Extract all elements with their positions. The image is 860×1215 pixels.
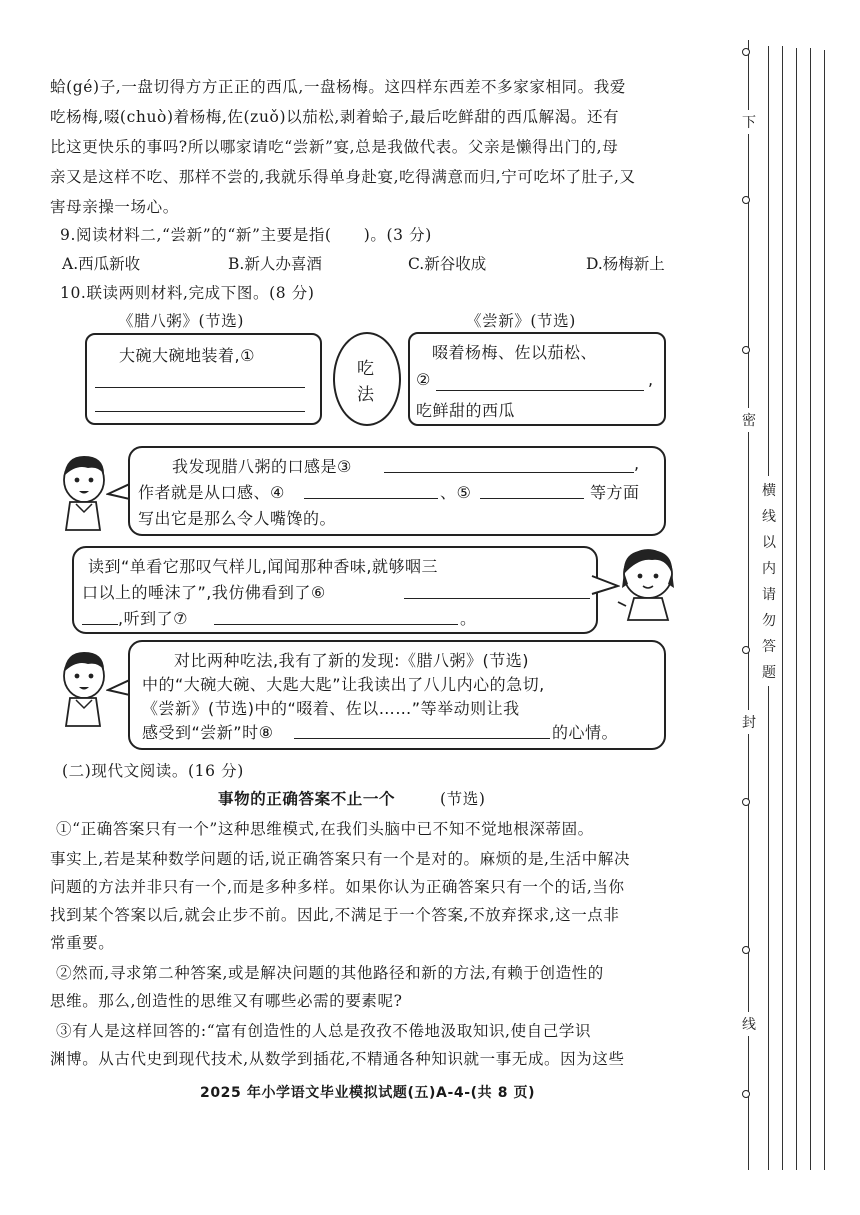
binding-hole: [742, 346, 750, 354]
article-line: ①“正确答案只有一个”这种思维模式,在我们头脑中已不知不觉地根深蒂固。: [56, 820, 594, 838]
passage-line: 害母亲操一场心。: [50, 198, 179, 216]
section2-heading: (二)现代文阅读。(16 分): [62, 762, 244, 780]
notice-char: 横: [762, 483, 776, 499]
q9-option-b[interactable]: B.新人办喜酒: [228, 255, 322, 273]
binding-hole: [742, 946, 750, 954]
answer-blank-6[interactable]: [404, 598, 590, 599]
speech-bubble-2: [72, 546, 598, 634]
rail-line: [796, 48, 797, 1170]
bubble3-line2: 中的“大碗大碗、大匙大匙”让我读出了八儿内心的急切,: [142, 675, 545, 694]
margin-mark-mi: 密: [740, 408, 758, 432]
right-box-comma: ,: [648, 370, 654, 389]
bubble1-line2c: 等方面: [590, 483, 640, 502]
right-eating-box: [408, 332, 666, 426]
article-title-note: (节选): [440, 790, 486, 808]
rail-line: [782, 46, 783, 1170]
speech-bubble-1: [128, 446, 666, 536]
bubble1-line1: 我发现腊八粥的口感是③: [172, 457, 352, 476]
question-9-stem: 9.阅读材料二,“尝新”的“新”主要是指( )。(3 分): [60, 226, 432, 244]
margin-mark-feng: 封: [740, 710, 758, 734]
bubble3-line4b: 的心情。: [552, 723, 619, 742]
binding-hole: [742, 48, 750, 56]
notice-char: 内: [762, 561, 776, 577]
margin-notice: [760, 476, 778, 686]
binding-hole: [742, 196, 750, 204]
passage-line: 蛤(gé)子,一盘切得方方正正的西瓜,一盘杨梅。这四样东西差不多家家相同。我爱: [50, 78, 626, 96]
answer-blank-7[interactable]: [214, 624, 458, 625]
oval-label-bottom: 法: [357, 385, 375, 405]
bubble2-period: 。: [460, 609, 477, 628]
question-10-stem: 10.联读两则材料,完成下图。(8 分): [60, 284, 315, 302]
girl-avatar-icon: [612, 544, 682, 622]
notice-char: 线: [762, 509, 776, 525]
answer-blank-1b[interactable]: [95, 411, 305, 412]
answer-blank-1a[interactable]: [95, 387, 305, 388]
rail-line: [810, 48, 811, 1170]
bubble1-comma: ,: [634, 454, 640, 473]
article-line: ③有人是这样回答的:“富有创造性的人总是孜孜不倦地汲取知识,使自己学识: [56, 1022, 592, 1040]
notice-char: 答: [762, 639, 776, 655]
article-line: 思维。那么,创造性的思维又有哪些必需的要素呢?: [50, 992, 403, 1010]
eating-method-oval: [333, 332, 401, 426]
article-line: 常重要。: [50, 934, 115, 952]
binding-hole: [742, 1090, 750, 1098]
right-box-line1: 啜着杨梅、佐以茄松、: [432, 343, 598, 362]
left-eating-box: [85, 333, 322, 425]
bubble1-line3: 写出它是那么令人嘴馋的。: [138, 509, 337, 528]
answer-blank-5[interactable]: [480, 498, 584, 499]
margin-mark-xian: 线: [740, 1012, 758, 1036]
article-line: 渊博。从古代史到现代技术,从数学到插花,不精通各种知识就一事无成。因为这些: [50, 1050, 625, 1068]
rail-line: [824, 50, 825, 1170]
article-line: 问题的方法并非只有一个,而是多种多样。如果你认为正确答案只有一个的话,当你: [50, 878, 625, 896]
article-title: 事物的正确答案不止一个: [218, 790, 396, 808]
answer-blank-2[interactable]: [436, 390, 644, 391]
margin-mark-xia: 下: [740, 110, 758, 134]
notice-char: 以: [762, 535, 776, 551]
right-box-circle-2: ②: [416, 370, 431, 389]
bubble1-line2a: 作者就是从口感、④: [138, 483, 285, 502]
bubble3-line1: 对比两种吃法,我有了新的发现:《腊八粥》(节选): [174, 651, 529, 670]
notice-char: 勿: [762, 613, 776, 629]
answer-blank-4[interactable]: [304, 498, 438, 499]
notice-char: 请: [762, 587, 776, 603]
page-footer: 2025 年小学语文毕业模拟试题(五)A-4-(共 8 页): [200, 1085, 536, 1101]
article-line: 找到某个答案以后,就会止步不前。因此,不满足于一个答案,不放弃探求,这一点非: [50, 906, 620, 924]
left-excerpt-title: 《腊八粥》(节选): [118, 312, 244, 330]
bubble2-line2: 口以上的唾沫了”,我仿佛看到了⑥: [82, 583, 326, 602]
article-line: 事实上,若是某种数学问题的话,说正确答案只有一个是对的。麻烦的是,生活中解决: [50, 850, 631, 868]
speech-bubble-3: [128, 640, 666, 750]
oval-label-top: 吃: [357, 359, 375, 379]
q9-option-a[interactable]: A.西瓜新收: [62, 255, 141, 273]
right-excerpt-title: 《尝新》(节选): [466, 312, 576, 330]
answer-blank-3[interactable]: [384, 472, 634, 473]
bubble1-line2b: 、⑤: [440, 483, 472, 502]
passage-line: 比这更快乐的事吗?所以哪家请吃“尝新”宴,总是我做代表。父亲是懒得出门的,母: [50, 138, 619, 156]
passage-line: 吃杨梅,啜(chuò)着杨梅,佐(zuǒ)以茄松,剥着蛤子,最后吃鲜甜的西瓜解渴。还有: [50, 108, 620, 126]
bubble2-line1: 读到“单看它那叹气样儿,闻闻那种香味,就够咽三: [88, 557, 438, 576]
left-box-text: 大碗大碗地装着,①: [119, 346, 255, 365]
rail-line: [748, 40, 749, 1170]
right-box-line3: 吃鲜甜的西瓜: [416, 401, 516, 420]
notice-char: 题: [762, 665, 776, 681]
bubble2-line3a: ,听到了⑦: [118, 609, 188, 628]
passage-line: 亲又是这样不吃、那样不尝的,我就乐得单身赴宴,吃得满意而归,宁可吃坏了肚子,又: [50, 168, 636, 186]
bubble3-line3: 《尝新》(节选)中的“啜着、佐以……”等举动则让我: [142, 699, 520, 718]
q9-option-c[interactable]: C.新谷收成: [408, 255, 487, 273]
bubble3-line4a: 感受到“尝新”时⑧: [142, 723, 274, 742]
q9-option-d[interactable]: D.杨梅新上: [586, 255, 665, 273]
article-line: ②然而,寻求第二种答案,或是解决问题的其他路径和新的方法,有赖于创造性的: [56, 964, 604, 982]
binding-hole: [742, 646, 750, 654]
answer-blank-8[interactable]: [294, 738, 550, 739]
answer-blank-6-cont[interactable]: [82, 624, 118, 625]
binding-hole: [742, 798, 750, 806]
